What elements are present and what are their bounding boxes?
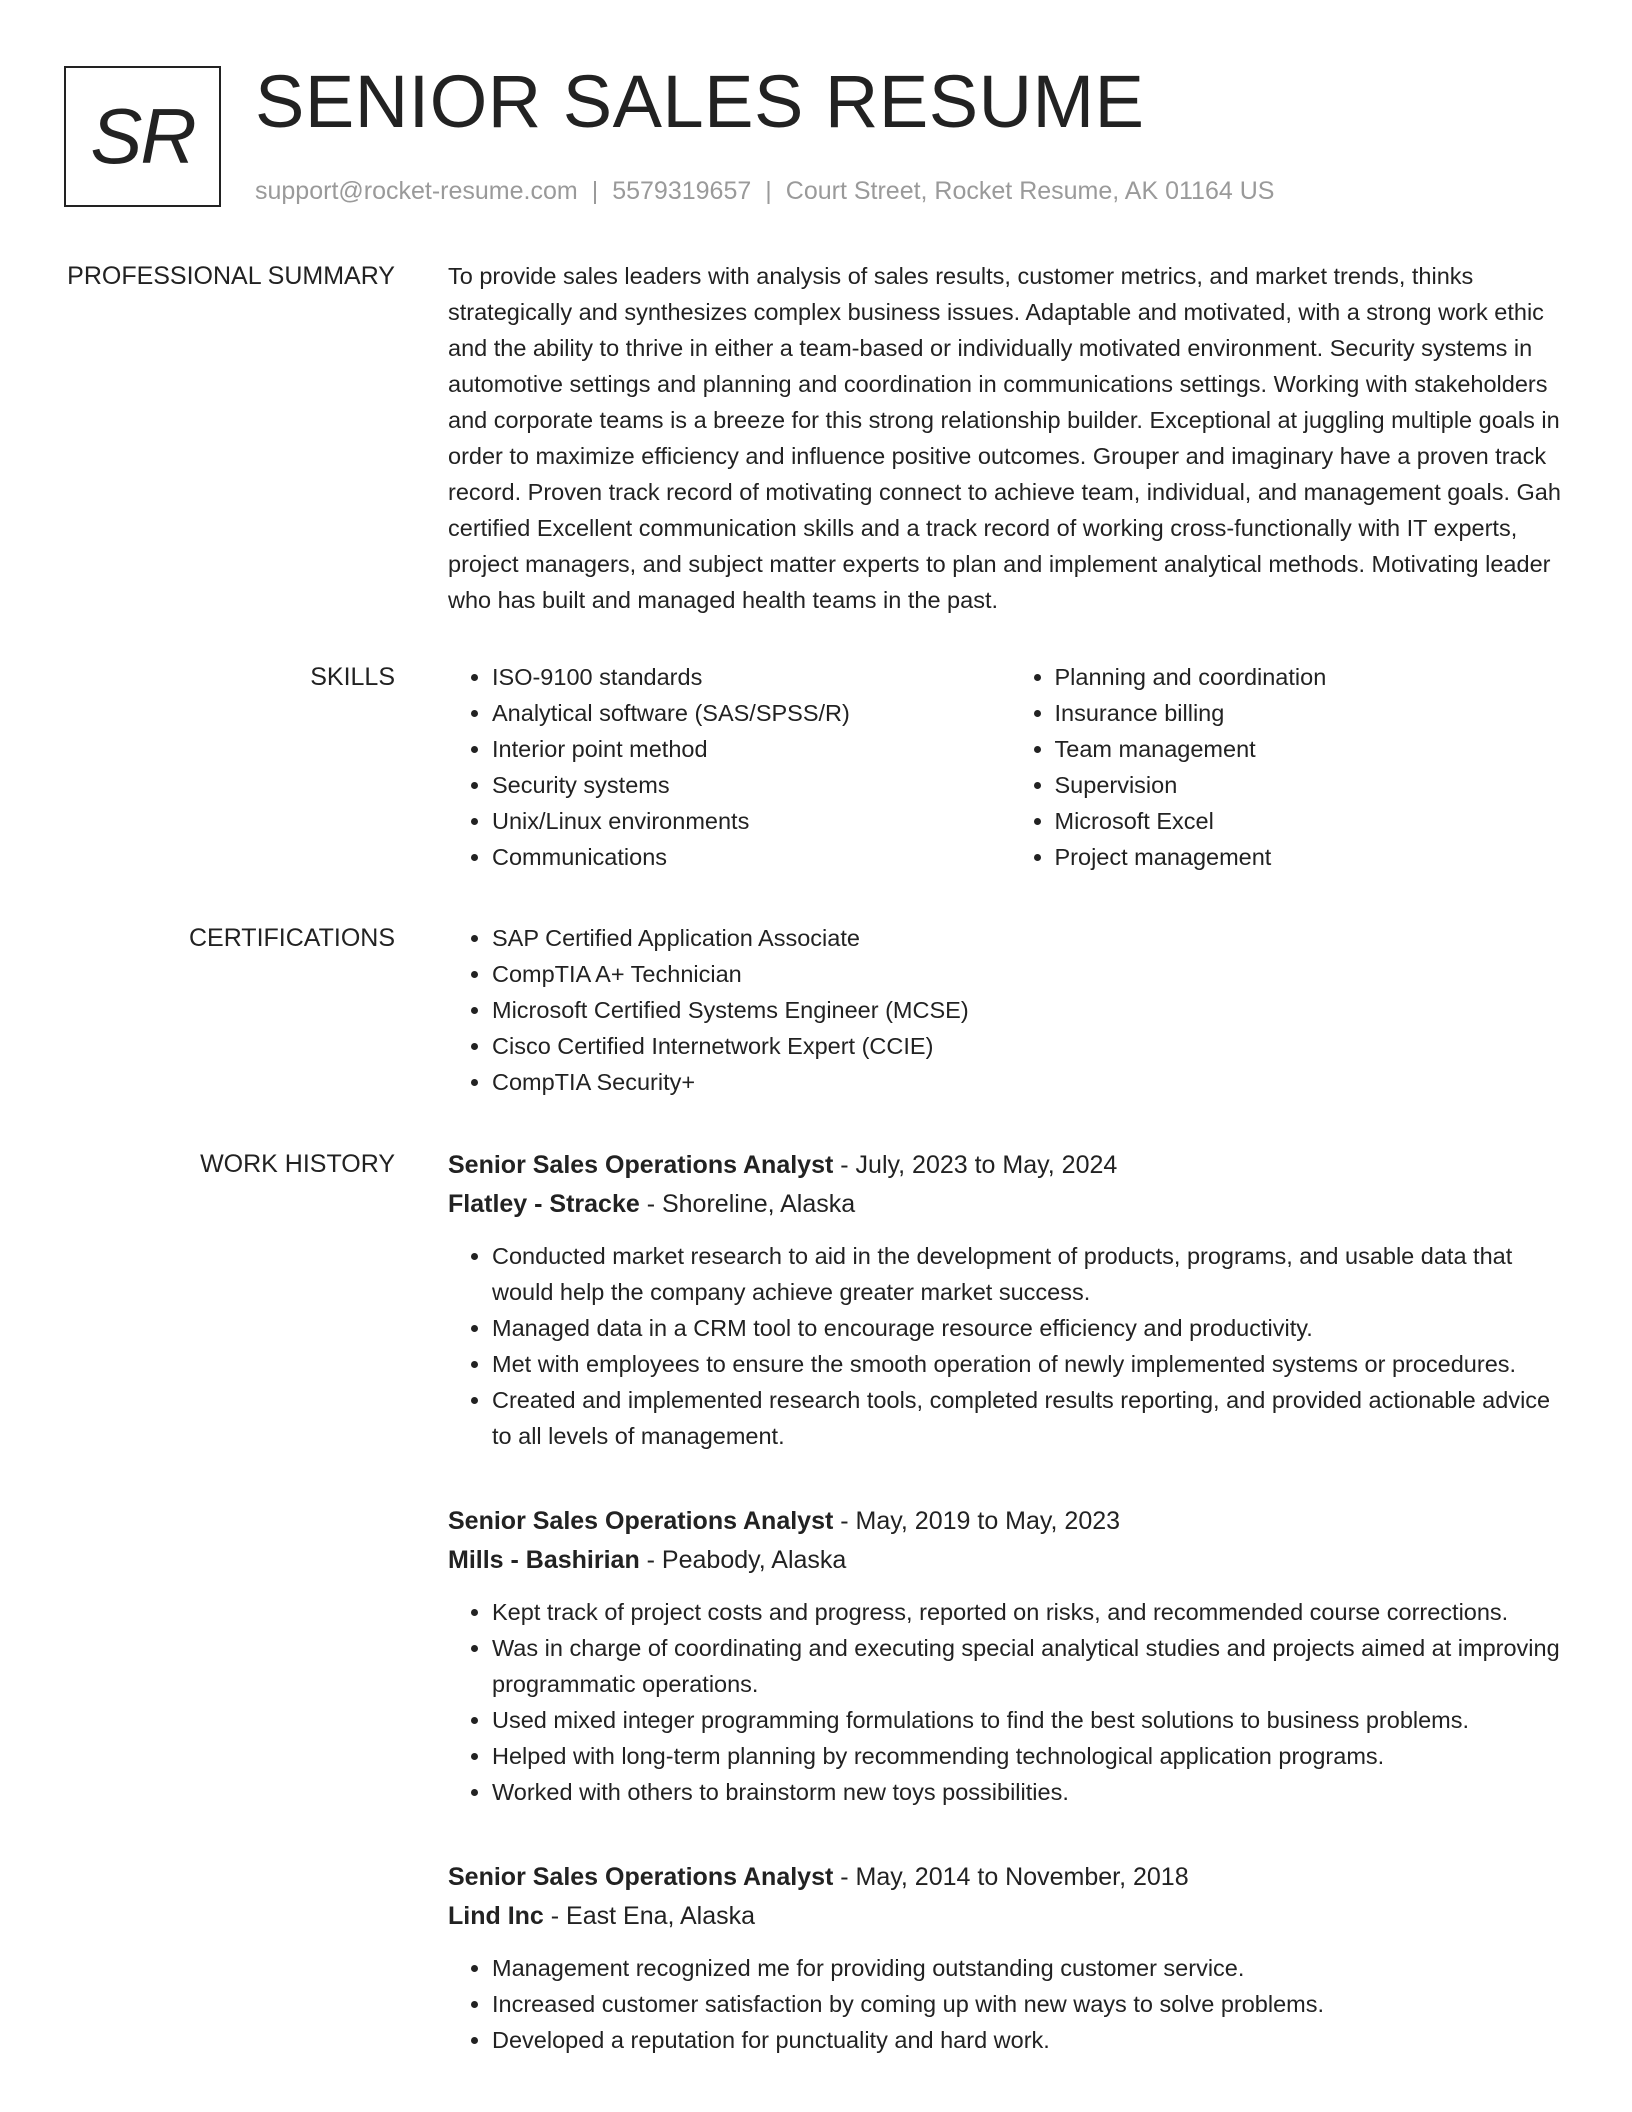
job-dates: - July, 2023 to May, 2024 [833, 1151, 1118, 1179]
job-entry [448, 1502, 1573, 1810]
certification-item: • CompTIA Security+ [492, 1064, 1573, 1100]
job-title-line [448, 1146, 1573, 1184]
job-dates: - May, 2019 to May, 2023 [833, 1507, 1121, 1535]
skill-item: • Security systems [492, 767, 1011, 803]
skill-item: • Analytical software (SAS/SPSS/R) [492, 695, 1011, 731]
skills-body [415, 659, 1573, 875]
job-company: Lind Inc [448, 1902, 544, 1930]
summary-section [0, 258, 1632, 618]
skills-section [0, 659, 1632, 875]
job-entry [448, 1146, 1573, 1454]
section-label-summary: PROFESSIONAL SUMMARY [67, 262, 395, 290]
summary-text: To provide sales leaders with analysis of sales results, customer metrics, and market trends, thinks strategically and synthesizes complex business issues. Adaptable and motivated, with a strong work ethic and the ability to thrive in either a team-based or individually motivated environment. Security systems in automotive settings and planning and coordination in communications settings. Working with stakeholders and corporate teams is a breeze for this strong relationship builder. Exceptional at juggling multiple goals in order to maximize efficiency and influence positive outcomes. Grouper and imaginary have a proven track record. Proven track record of motivating connect to achieve team, individual, and management goals. Gah certified Excellent communication skills and a track record of working cross-functionally with IT experts, project managers, and subject matter experts to plan and implement analytical methods. Motivating leader who has built and managed health teams in the past. [448, 263, 1561, 613]
skill-item: • Communications [492, 839, 1011, 875]
work-history-body [415, 1146, 1573, 2106]
contact-address: Court Street, Rocket Resume, AK 01164 US [785, 177, 1275, 205]
job-bullet: • Kept track of project costs and progress, reported on risks, and recommended course corrections. [492, 1594, 1573, 1630]
skill-item: • Unix/Linux environments [492, 803, 1011, 839]
job-bullet: • Helped with long-term planning by recommending technological application programs. [492, 1738, 1573, 1774]
certification-item: • Cisco Certified Internetwork Expert (CCIE) [492, 1028, 1573, 1064]
job-bullets [448, 1594, 1573, 1810]
job-bullet: • Developed a reputation for punctuality and hard work. [492, 2022, 1573, 2058]
summary-body [415, 258, 1573, 618]
skill-item: • Supervision [1055, 767, 1574, 803]
job-location: - Shoreline, Alaska [639, 1190, 856, 1218]
contact-phone[interactable]: 5579319657 [612, 177, 752, 205]
certification-item: • Microsoft Certified Systems Engineer (MCSE) [492, 992, 1573, 1028]
section-label-skills: SKILLS [310, 663, 395, 691]
job-company: Flatley - Stracke [448, 1190, 640, 1218]
skill-item: • Team management [1055, 731, 1574, 767]
job-company-line [448, 1540, 1573, 1580]
job-title: Senior Sales Operations Analyst [448, 1507, 834, 1535]
job-bullet: • Worked with others to brainstorm new toys possibilities. [492, 1774, 1573, 1810]
job-company: Mills - Bashirian [448, 1546, 640, 1574]
job-location: - Peabody, Alaska [639, 1546, 847, 1574]
job-entry [448, 1858, 1573, 2058]
contact-line [255, 173, 1274, 209]
certification-item: • SAP Certified Application Associate [492, 920, 1573, 956]
job-bullet: • Used mixed integer programming formulations to find the best solutions to business problems. [492, 1702, 1573, 1738]
job-bullet: • Created and implemented research tools, completed results reporting, and provided actionable advice to all levels of management. [492, 1382, 1573, 1454]
section-label-certifications: CERTIFICATIONS [188, 924, 395, 952]
certifications-body [415, 920, 1573, 1100]
job-bullets [448, 1950, 1573, 2058]
job-bullet: • Was in charge of coordinating and executing special analytical studies and projects aimed at improving programmatic operations. [492, 1630, 1573, 1702]
job-title: Senior Sales Operations Analyst [448, 1863, 834, 1891]
contact-email[interactable]: support@rocket-resume.com [255, 177, 578, 205]
contact-separator: | [765, 177, 772, 205]
skill-item: • Interior point method [492, 731, 1011, 767]
skills-list-right [1011, 659, 1574, 875]
skill-item: • ISO-9100 standards [492, 659, 1011, 695]
skill-item: • Microsoft Excel [1055, 803, 1574, 839]
monogram-logo: SR [64, 66, 221, 207]
skill-item: • Planning and coordination [1055, 659, 1574, 695]
job-dates: - May, 2014 to November, 2018 [833, 1863, 1189, 1891]
certification-item: • CompTIA A+ Technician [492, 956, 1573, 992]
skill-item: • Insurance billing [1055, 695, 1574, 731]
resume-title: SENIOR SALES RESUME [255, 60, 1145, 143]
job-bullet: • Conducted market research to aid in the development of products, programs, and usable data that would help the company achieve greater market success. [492, 1238, 1573, 1310]
job-title: Senior Sales Operations Analyst [448, 1151, 834, 1179]
certifications-list [448, 920, 1573, 1100]
job-bullet: • Management recognized me for providing outstanding customer service. [492, 1950, 1573, 1986]
skills-grid [448, 659, 1573, 875]
skills-list-left [448, 659, 1011, 875]
job-company-line [448, 1184, 1573, 1224]
certifications-section [0, 920, 1632, 1100]
resume-content [0, 258, 1632, 2106]
job-bullet: • Increased customer satisfaction by coming up with new ways to solve problems. [492, 1986, 1573, 2022]
job-title-line [448, 1502, 1573, 1540]
section-label-work-history: WORK HISTORY [200, 1150, 395, 1178]
job-company-line [448, 1896, 1573, 1936]
contact-separator: | [591, 177, 599, 205]
job-location: - East Ena, Alaska [543, 1902, 756, 1930]
job-bullet: • Managed data in a CRM tool to encourage resource efficiency and productivity. [492, 1310, 1573, 1346]
job-bullets [448, 1238, 1573, 1454]
job-title-line [448, 1858, 1573, 1896]
job-bullet: • Met with employees to ensure the smooth operation of newly implemented systems or procedures. [492, 1346, 1573, 1382]
skill-item: • Project management [1055, 839, 1574, 875]
work-history-section [0, 1146, 1632, 2106]
